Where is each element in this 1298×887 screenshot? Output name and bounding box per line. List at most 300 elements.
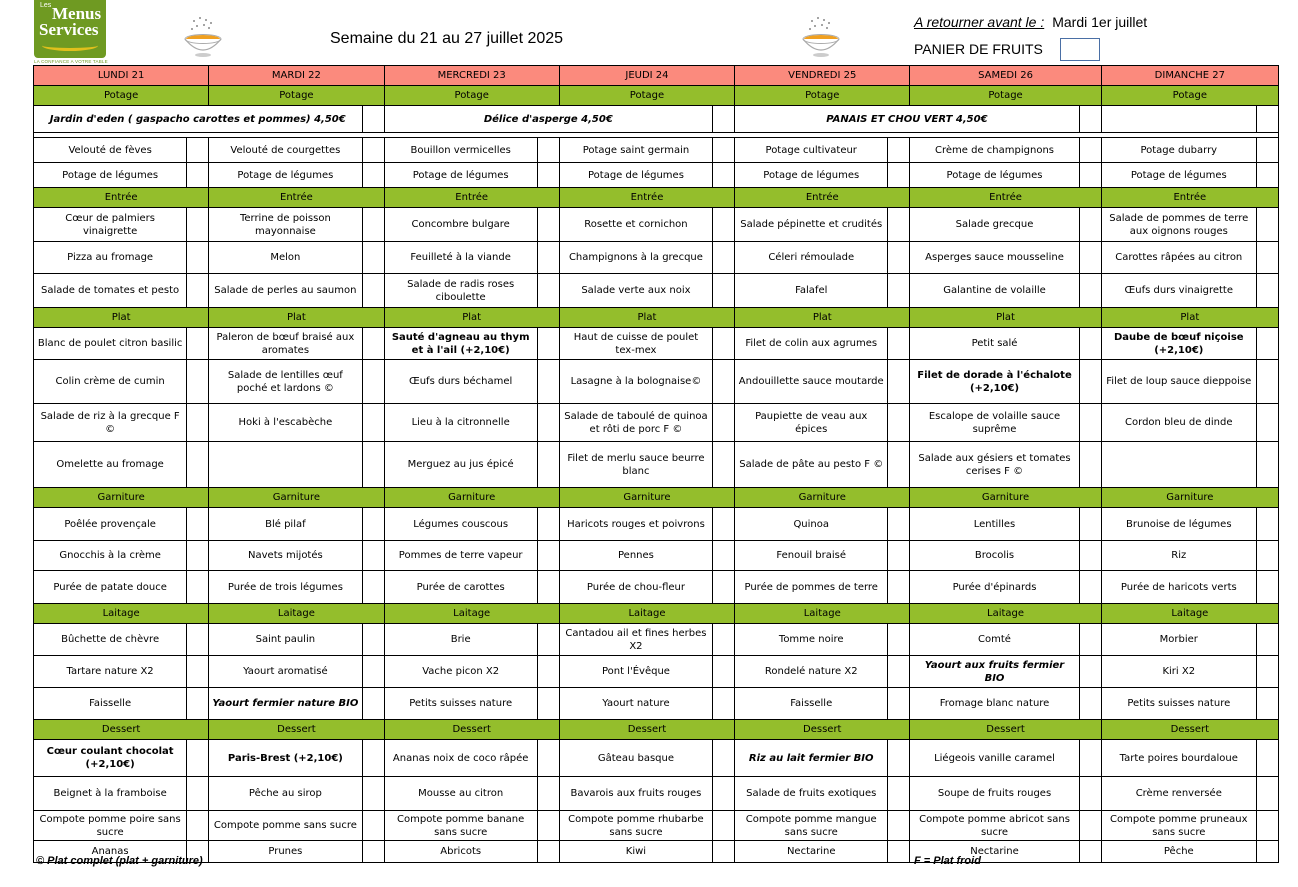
order-box[interactable] (537, 541, 559, 571)
order-box[interactable] (187, 360, 209, 404)
menu-item: Galantine de volaille (910, 274, 1079, 308)
order-box[interactable] (537, 360, 559, 404)
order-box[interactable] (888, 571, 910, 604)
order-box[interactable] (713, 360, 735, 404)
menu-item: Petits suisses nature (1101, 688, 1256, 720)
menu-item: Brie (384, 624, 537, 656)
category-row (34, 86, 1279, 106)
order-box[interactable] (1079, 138, 1101, 163)
order-box[interactable] (1079, 360, 1101, 404)
menu-item: Potage de légumes (209, 163, 362, 188)
dessert-header-row (34, 720, 1279, 740)
category-label: Garniture (34, 488, 209, 508)
order-box[interactable] (1256, 841, 1278, 863)
menu-item: Falafel (735, 274, 888, 308)
return-deadline (914, 14, 1147, 30)
menu-item: Quinoa (735, 508, 888, 541)
order-box[interactable] (713, 138, 735, 163)
order-box[interactable] (1079, 740, 1101, 777)
order-box[interactable] (1256, 274, 1278, 308)
logo-swoosh (42, 40, 98, 51)
footer-legend-cold: F = Plat froid (914, 855, 981, 867)
day-header: MARDI 22 (209, 66, 384, 86)
order-box[interactable] (713, 328, 735, 360)
garniture-section (34, 488, 1279, 604)
order-box[interactable] (187, 656, 209, 688)
order-box[interactable] (1079, 242, 1101, 274)
menu-item: Omelette au fromage (34, 442, 187, 488)
category-label: Dessert (34, 720, 209, 740)
order-box[interactable] (713, 777, 735, 811)
menu-item: Andouillette sauce moutarde (735, 360, 888, 404)
order-box[interactable] (1079, 777, 1101, 811)
menu-item: Salade de radis roses ciboulette (384, 274, 537, 308)
order-box[interactable] (537, 688, 559, 720)
menu-item: Potage de légumes (34, 163, 187, 188)
order-box[interactable] (187, 571, 209, 604)
order-box[interactable] (713, 841, 735, 863)
menu-item: Gâteau basque (559, 740, 712, 777)
order-box[interactable] (1079, 688, 1101, 720)
order-box[interactable] (537, 811, 559, 841)
category-label: Plat (735, 308, 910, 328)
order-box[interactable] (713, 811, 735, 841)
order-box[interactable] (888, 274, 910, 308)
order-box[interactable] (362, 841, 384, 863)
order-box[interactable] (362, 624, 384, 656)
order-box[interactable] (1256, 360, 1278, 404)
order-box[interactable] (362, 777, 384, 811)
category-label: Plat (209, 308, 384, 328)
order-box[interactable] (713, 242, 735, 274)
menu-item: Purée de haricots verts (1101, 571, 1256, 604)
order-box[interactable] (1256, 656, 1278, 688)
days-header-row (34, 66, 1279, 86)
order-box[interactable] (888, 138, 910, 163)
category-label: Entrée (384, 188, 559, 208)
order-box[interactable] (537, 777, 559, 811)
menu-item: Saint paulin (209, 624, 362, 656)
menu-item: Velouté de courgettes (209, 138, 362, 163)
order-box[interactable] (713, 404, 735, 442)
menu-item: Salade verte aux noix (559, 274, 712, 308)
order-box[interactable] (362, 688, 384, 720)
order-box[interactable] (1079, 106, 1101, 133)
order-box[interactable] (1079, 163, 1101, 188)
order-box[interactable] (713, 571, 735, 604)
order-box[interactable] (1256, 688, 1278, 720)
menu-item: Purée de chou-fleur (559, 571, 712, 604)
order-box[interactable] (888, 541, 910, 571)
menu-item: Compote pomme poire sans sucre (34, 811, 187, 841)
weekly-menu-table (33, 65, 1279, 863)
order-box[interactable] (888, 508, 910, 541)
category-label: Dessert (384, 720, 559, 740)
order-box[interactable] (537, 404, 559, 442)
menu-item: Purée d'épinards (910, 571, 1079, 604)
menu-item: Yaourt aromatisé (209, 656, 362, 688)
menu-item: Nectarine (735, 841, 888, 863)
menu-item: Tartare nature X2 (34, 656, 187, 688)
category-label: Entrée (1101, 188, 1278, 208)
order-box[interactable] (187, 274, 209, 308)
menu-item: Pommes de terre vapeur (384, 541, 537, 571)
order-box[interactable] (1256, 404, 1278, 442)
category-label: Potage (384, 86, 559, 106)
order-box[interactable] (1079, 841, 1101, 863)
order-box[interactable] (1256, 740, 1278, 777)
menu-item (209, 442, 362, 488)
special-soup: PANAIS ET CHOU VERT 4,50€ (735, 106, 1080, 133)
menu-item: Champignons à la grecque (559, 242, 712, 274)
menu-item: Colin crème de cumin (34, 360, 187, 404)
order-box[interactable] (713, 740, 735, 777)
order-box[interactable] (537, 163, 559, 188)
menu-item: Brocolis (910, 541, 1079, 571)
menu-item: Ananas noix de coco râpée (384, 740, 537, 777)
order-box[interactable] (713, 624, 735, 656)
order-box[interactable] (537, 571, 559, 604)
menu-item: Salade de taboulé de quinoa et rôti de porc F © (559, 404, 712, 442)
menu-item: Purée de pommes de terre (735, 571, 888, 604)
menu-item: Salade de tomates et pesto (34, 274, 187, 308)
category-label: Potage (209, 86, 384, 106)
category-label: Dessert (910, 720, 1101, 740)
order-box[interactable] (362, 138, 384, 163)
menu-row (34, 404, 1279, 442)
menu-item: Carottes râpées au citron (1101, 242, 1256, 274)
menu-item: Légumes couscous (384, 508, 537, 541)
menu-item: Pont l'Évêque (559, 656, 712, 688)
order-box[interactable] (1079, 811, 1101, 841)
order-box[interactable] (1256, 328, 1278, 360)
order-box[interactable] (362, 442, 384, 488)
menu-item: Abricots (384, 841, 537, 863)
menu-item: Yaourt nature (559, 688, 712, 720)
menu-item: Œufs durs vinaigrette (1101, 274, 1256, 308)
order-box[interactable] (362, 656, 384, 688)
category-label: Potage (910, 86, 1101, 106)
menu-item: Cordon bleu de dinde (1101, 404, 1256, 442)
category-label: Dessert (1101, 720, 1278, 740)
order-box[interactable] (1079, 442, 1101, 488)
order-box[interactable] (187, 740, 209, 777)
menu-item: Salade aux gésiers et tomates cerises F © (910, 442, 1079, 488)
order-box[interactable] (1079, 624, 1101, 656)
order-box[interactable] (888, 841, 910, 863)
order-box[interactable] (888, 811, 910, 841)
fruit-basket-field[interactable] (1060, 38, 1100, 61)
order-box[interactable] (362, 360, 384, 404)
order-box[interactable] (1079, 541, 1101, 571)
menu-row (34, 163, 1279, 188)
order-box[interactable] (362, 242, 384, 274)
order-box[interactable] (362, 541, 384, 571)
menu-item: Filet de colin aux agrumes (735, 328, 888, 360)
menu-item: Gnocchis à la crème (34, 541, 187, 571)
order-box[interactable] (1256, 624, 1278, 656)
order-box[interactable] (362, 404, 384, 442)
menu-item: Liégeois vanille caramel (910, 740, 1079, 777)
menu-item: Soupe de fruits rouges (910, 777, 1079, 811)
menu-item: Escalope de volaille sauce suprême (910, 404, 1079, 442)
order-box[interactable] (537, 656, 559, 688)
order-box[interactable] (362, 106, 384, 133)
order-box[interactable] (187, 404, 209, 442)
order-box[interactable] (1256, 811, 1278, 841)
category-label: Laitage (559, 604, 734, 624)
order-box[interactable] (1256, 442, 1278, 488)
order-box[interactable] (187, 508, 209, 541)
menu-item: Paupiette de veau aux épices (735, 404, 888, 442)
entree-section (34, 188, 1279, 308)
order-box[interactable] (888, 624, 910, 656)
order-box[interactable] (888, 442, 910, 488)
menu-item: Prunes (209, 841, 362, 863)
day-header: LUNDI 21 (34, 66, 209, 86)
order-box[interactable] (1079, 571, 1101, 604)
order-box[interactable] (362, 274, 384, 308)
order-box[interactable] (537, 242, 559, 274)
order-box[interactable] (537, 624, 559, 656)
logo-tagline: LA CONFIANCE A VOTRE TABLE (34, 59, 108, 64)
order-box[interactable] (1256, 242, 1278, 274)
order-box[interactable] (187, 328, 209, 360)
category-label: Plat (910, 308, 1101, 328)
order-box[interactable] (888, 163, 910, 188)
order-box[interactable] (713, 208, 735, 242)
footer-legend-complete: © Plat complet (plat + garniture) (36, 855, 203, 867)
menu-row (34, 688, 1279, 720)
menu-item: Lasagne à la bolognaise© (559, 360, 712, 404)
menu-row (34, 541, 1279, 571)
plat-header-row (34, 308, 1279, 328)
category-label: Potage (735, 86, 910, 106)
menu-item: Fromage blanc nature (910, 688, 1079, 720)
menu-row (34, 442, 1279, 488)
order-box[interactable] (537, 328, 559, 360)
order-box[interactable] (537, 208, 559, 242)
order-box[interactable] (1256, 138, 1278, 163)
menu-item (1101, 442, 1256, 488)
order-box[interactable] (187, 688, 209, 720)
dessert-section (34, 720, 1279, 863)
category-label: Potage (559, 86, 734, 106)
category-label: Laitage (910, 604, 1101, 624)
menu-row (34, 571, 1279, 604)
order-box[interactable] (187, 242, 209, 274)
order-box[interactable] (362, 740, 384, 777)
menu-row (34, 811, 1279, 841)
order-box[interactable] (1256, 777, 1278, 811)
category-label: Entrée (559, 188, 734, 208)
menu-item: Daube de bœuf niçoise (+2,10€) (1101, 328, 1256, 360)
order-box[interactable] (888, 360, 910, 404)
order-box[interactable] (888, 242, 910, 274)
category-label: Entrée (209, 188, 384, 208)
day-header: SAMEDI 26 (910, 66, 1101, 86)
menu-item: Compote pomme banane sans sucre (384, 811, 537, 841)
menu-item: Pennes (559, 541, 712, 571)
menu-item: Pêche au sirop (209, 777, 362, 811)
menu-item: Pizza au fromage (34, 242, 187, 274)
menu-item: Bavarois aux fruits rouges (559, 777, 712, 811)
category-label: Plat (34, 308, 209, 328)
order-box[interactable] (888, 328, 910, 360)
menu-row (34, 328, 1279, 360)
menu-row (34, 777, 1279, 811)
order-box[interactable] (537, 442, 559, 488)
order-box[interactable] (713, 163, 735, 188)
order-box[interactable] (187, 624, 209, 656)
order-box[interactable] (362, 571, 384, 604)
return-label: A retourner avant le : (914, 14, 1045, 30)
day-header: JEUDI 24 (559, 66, 734, 86)
order-box[interactable] (537, 508, 559, 541)
special-soup: Délice d'asperge 4,50€ (384, 106, 713, 133)
menu-item: Potage dubarry (1101, 138, 1256, 163)
menu-item: Salade de lentilles œuf poché et lardons © (209, 360, 362, 404)
order-box[interactable] (362, 328, 384, 360)
menu-item: Salade grecque (910, 208, 1079, 242)
potage-special-row (34, 106, 1279, 133)
menu-item: Comté (910, 624, 1079, 656)
order-box[interactable] (888, 208, 910, 242)
order-box[interactable] (187, 138, 209, 163)
order-box[interactable] (187, 208, 209, 242)
menu-row (34, 242, 1279, 274)
menu-item: Nectarine (910, 841, 1079, 863)
laitage-header-row (34, 604, 1279, 624)
order-box[interactable] (1256, 508, 1278, 541)
menu-row (34, 360, 1279, 404)
menu-item: Salade de perles au saumon (209, 274, 362, 308)
menu-item: Compote pomme rhubarbe sans sucre (559, 811, 712, 841)
menu-item: Lieu à la citronnelle (384, 404, 537, 442)
order-box[interactable] (1079, 656, 1101, 688)
category-label: Garniture (735, 488, 910, 508)
order-box[interactable] (187, 163, 209, 188)
order-box[interactable] (537, 740, 559, 777)
laitage-section (34, 604, 1279, 720)
entree-header-row (34, 188, 1279, 208)
day-header: VENDREDI 25 (735, 66, 910, 86)
week-title: Semaine du 21 au 27 juillet 2025 (330, 30, 564, 47)
category-label: Plat (1101, 308, 1278, 328)
menu-item: Ananas (34, 841, 187, 863)
category-label: Laitage (384, 604, 559, 624)
menu-item: Potage de légumes (735, 163, 888, 188)
menus-services-logo (34, 0, 106, 58)
order-box[interactable] (187, 442, 209, 488)
menu-row (34, 841, 1279, 863)
order-box[interactable] (713, 442, 735, 488)
category-label: Entrée (910, 188, 1101, 208)
menu-row (34, 138, 1279, 163)
order-box[interactable] (1079, 508, 1101, 541)
order-box[interactable] (888, 777, 910, 811)
order-box[interactable] (1079, 274, 1101, 308)
menu-item: Crème renversée (1101, 777, 1256, 811)
menu-item: Lentilles (910, 508, 1079, 541)
menu-item: Crème de champignons (910, 138, 1079, 163)
order-box[interactable] (713, 508, 735, 541)
order-box[interactable] (1256, 163, 1278, 188)
order-box[interactable] (888, 656, 910, 688)
menu-item: Purée de patate douce (34, 571, 187, 604)
category-label: Garniture (209, 488, 384, 508)
special-soup: Jardin d'eden ( gaspacho carottes et pommes) 4,50€ (34, 106, 363, 133)
category-label: Laitage (34, 604, 209, 624)
order-box[interactable] (187, 541, 209, 571)
order-box[interactable] (362, 811, 384, 841)
category-label: Entrée (735, 188, 910, 208)
category-label: Garniture (1101, 488, 1278, 508)
menu-item: Compote pomme mangue sans sucre (735, 811, 888, 841)
menu-item: Blé pilaf (209, 508, 362, 541)
menu-row (34, 274, 1279, 308)
order-box[interactable] (713, 541, 735, 571)
menu-item: Compote pomme abricot sans sucre (910, 811, 1079, 841)
order-box[interactable] (1256, 106, 1278, 133)
menu-item: Salade pépinette et crudités (735, 208, 888, 242)
menu-row (34, 624, 1279, 656)
menu-item: Salade de fruits exotiques (735, 777, 888, 811)
fruit-basket-label: PANIER DE FRUITS (914, 41, 1043, 57)
potage-section (34, 138, 1279, 188)
order-box[interactable] (1079, 208, 1101, 242)
menu-item: Sauté d'agneau au thym et à l'ail (+2,10€) (384, 328, 537, 360)
menu-item: Œufs durs béchamel (384, 360, 537, 404)
menu-row (34, 208, 1279, 242)
menu-item: Purée de carottes (384, 571, 537, 604)
menu-row (34, 656, 1279, 688)
order-box[interactable] (187, 811, 209, 841)
order-box[interactable] (888, 688, 910, 720)
menu-item: Bouillon vermicelles (384, 138, 537, 163)
category-label: Dessert (209, 720, 384, 740)
order-box[interactable] (713, 688, 735, 720)
menu-item: Asperges sauce mousseline (910, 242, 1079, 274)
order-box[interactable] (1256, 571, 1278, 604)
order-box[interactable] (537, 841, 559, 863)
order-box[interactable] (888, 404, 910, 442)
menu-item: Salade de pommes de terre aux oignons rouges (1101, 208, 1256, 242)
menu-item: Mousse au citron (384, 777, 537, 811)
category-label: Dessert (559, 720, 734, 740)
menu-item: Yaourt fermier nature BIO (209, 688, 362, 720)
order-box[interactable] (362, 163, 384, 188)
order-box[interactable] (713, 656, 735, 688)
order-box[interactable] (537, 274, 559, 308)
order-box[interactable] (1079, 328, 1101, 360)
order-box[interactable] (1256, 541, 1278, 571)
order-box[interactable] (888, 740, 910, 777)
menu-item: Paris-Brest (+2,10€) (209, 740, 362, 777)
order-box[interactable] (537, 138, 559, 163)
order-box[interactable] (362, 208, 384, 242)
order-box[interactable] (362, 508, 384, 541)
logo-line1: Menus (52, 4, 102, 23)
menu-item: Navets mijotés (209, 541, 362, 571)
category-label: Plat (559, 308, 734, 328)
order-box[interactable] (713, 274, 735, 308)
order-box[interactable] (1079, 404, 1101, 442)
order-box[interactable] (187, 777, 209, 811)
order-box[interactable] (713, 106, 735, 133)
order-box[interactable] (1256, 208, 1278, 242)
menu-item: Cœur de palmiers vinaigrette (34, 208, 187, 242)
